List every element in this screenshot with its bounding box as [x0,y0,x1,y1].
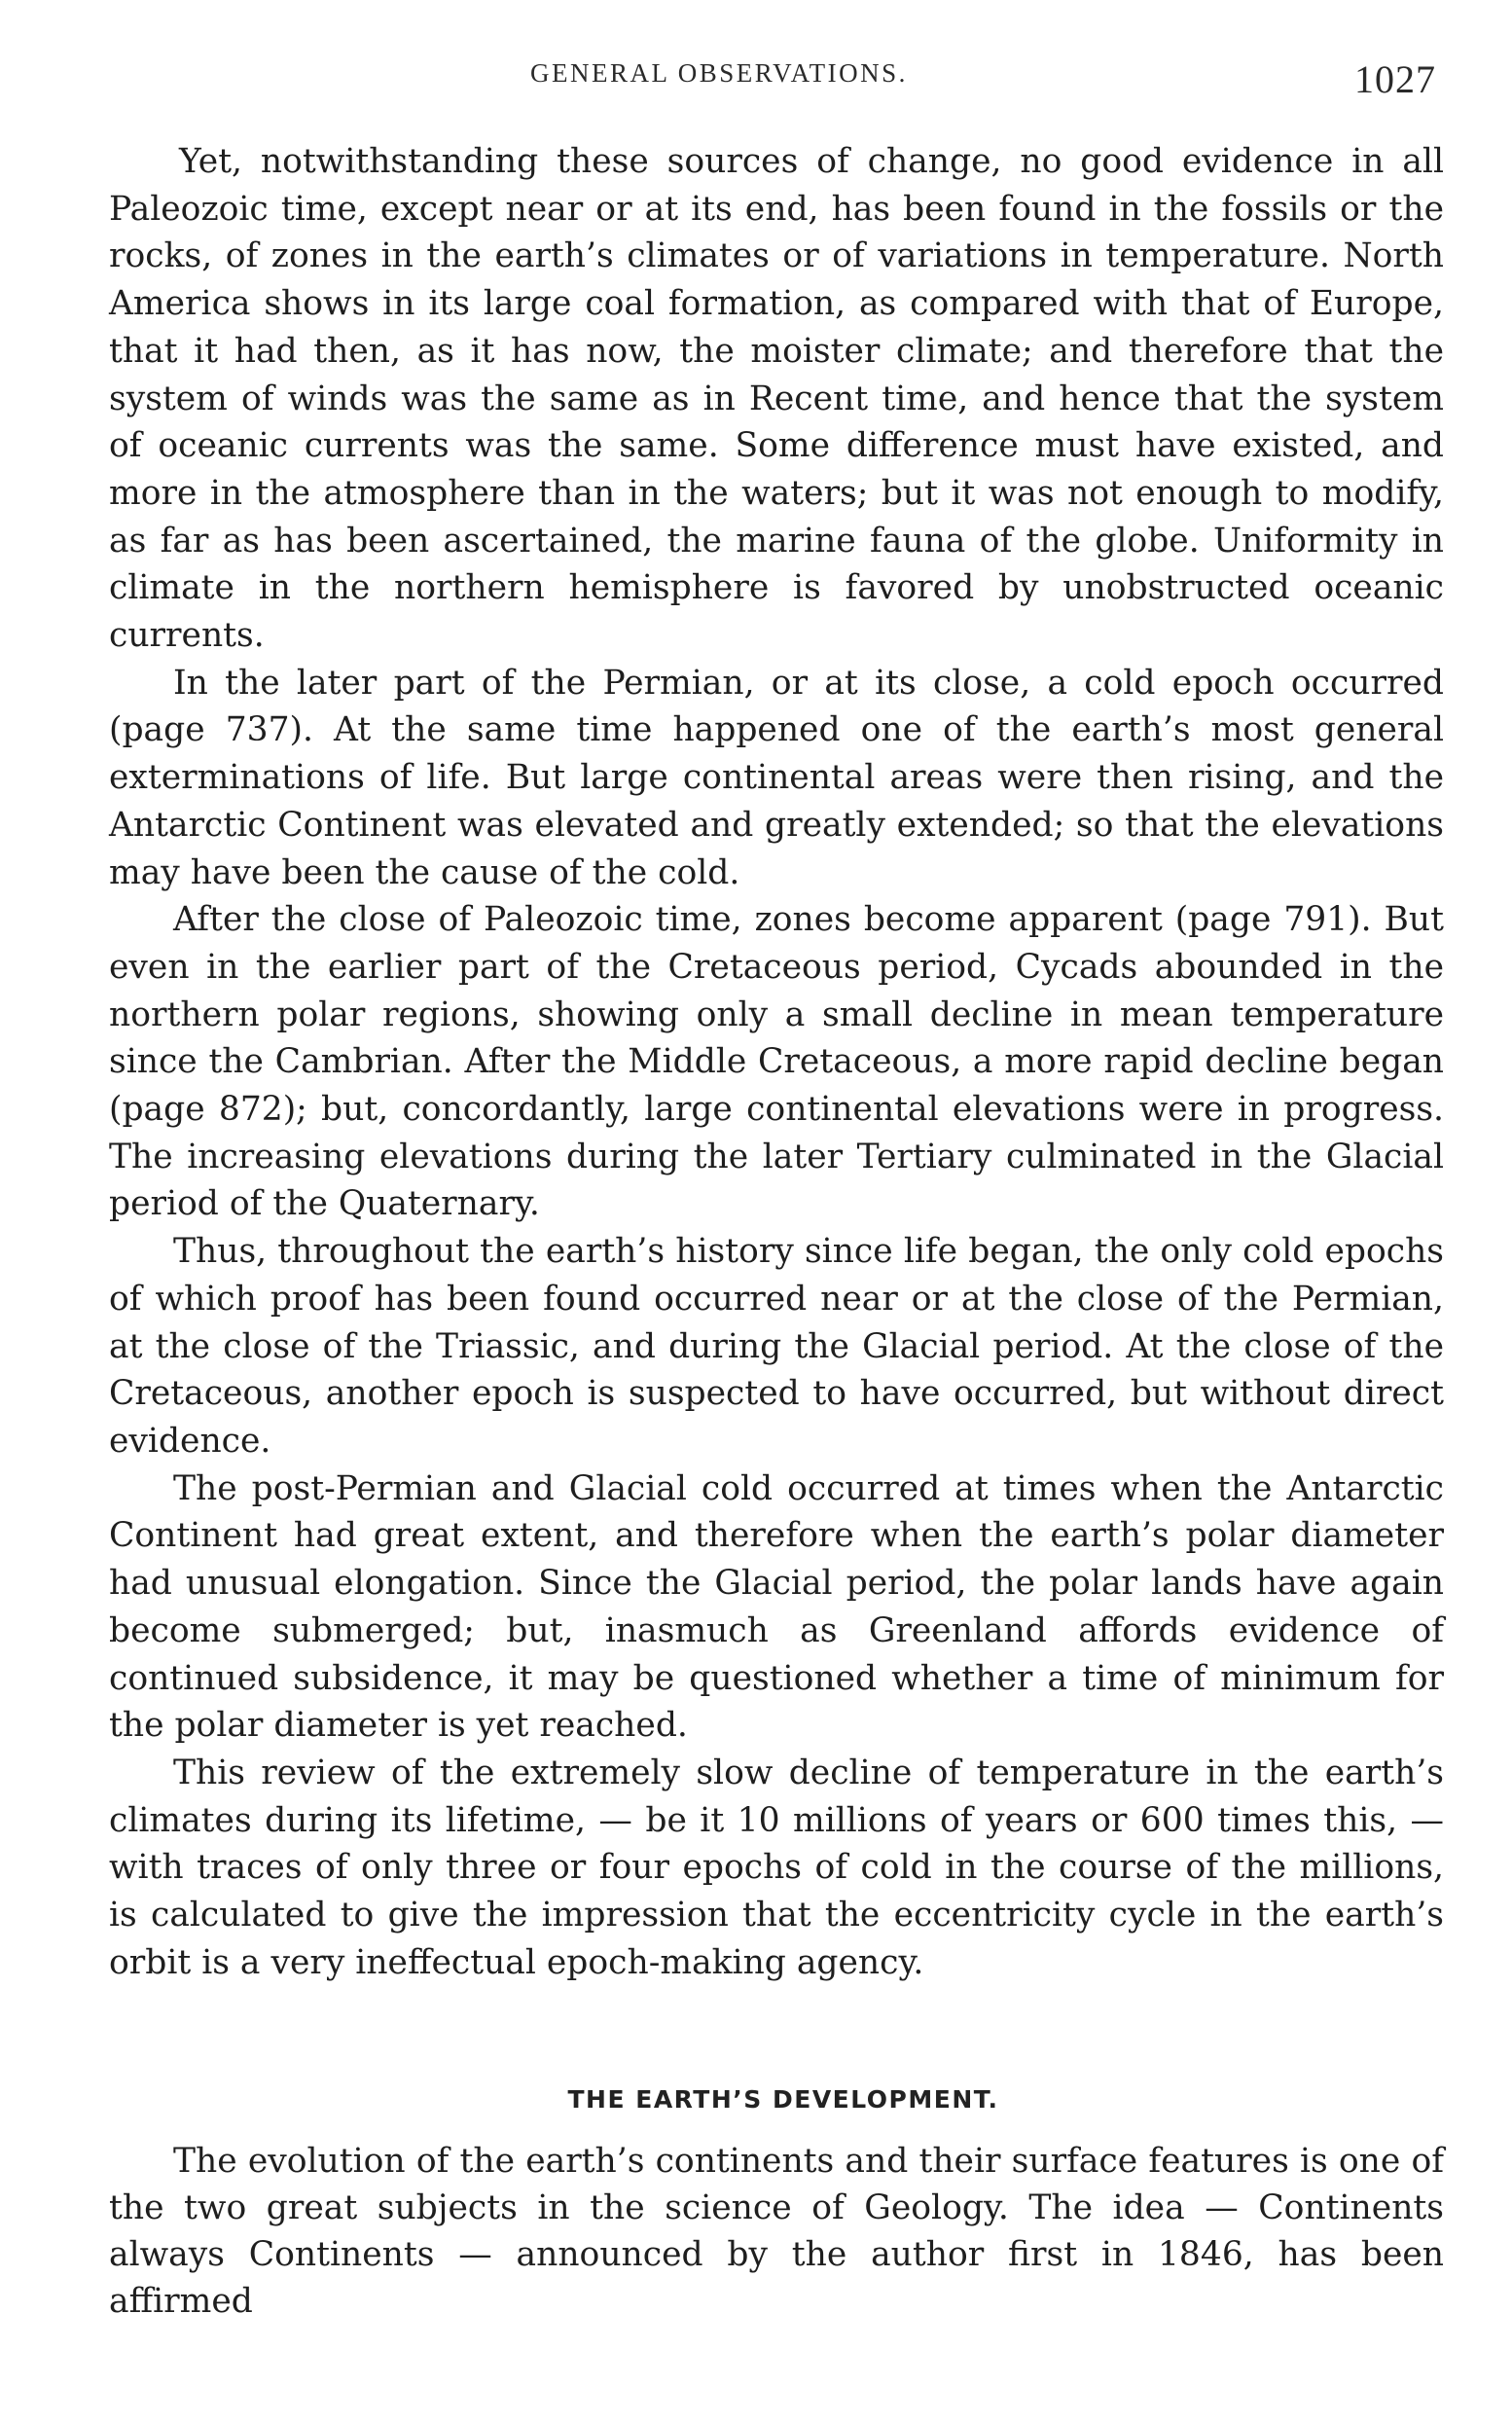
section-body [109,2138,1444,2325]
paragraph-review: This review of the extremely slow decline of temperature in the earth’s climates during its lifetime, — be it 10 millions of years or 600 times this, — with traces of only three or four epochs of cold in the course of the millions, is calculated to give the impression that the eccentricity cycle in the earth’s orbit is a very ineffectual epoch-making agency. [109,1753,1444,1982]
paragraph-cold-epochs: Thus, throughout the earth’s history since life began, the only cold epochs of which proof has been found occurred near or at the close of the Permian, at the close of the Triassic, and during the Glacial period. At the close of the Cretaceous, another epoch is suspected to have occurred, but without direct evidence. [109,1232,1444,1461]
paragraph-climate-uniformity: Yet, notwithstanding these sources of change, no good evidence in all Paleozoic time, except near or at its end, has been found in the fossils or the rocks, of zones in the earth’s climates or of variations in temperature. North America shows in its large coal formation, as compared with that of Europe, that it had then, as it has now, the moister climate; and therefore that the system of winds was the same as in Recent time, and hence that the system of oceanic currents was the same. Some difference must have existed, and more in the atmosphere than in the waters; but it was not enough to modify, as far as has been ascertained, the marine fauna of the globe. Uniformity in climate in the northern hemisphere is favored by unobstructed oceanic currents. [109,142,1444,656]
body-text [109,138,1444,1986]
paragraph-permian-cold: In the later part of the Permian, or at its close, a cold epoch occurred (page 737). At the same time happened one of the earth’s most general exterminations of life. But large continental areas were then rising, and the Antarctic Continent was elevated and greatly extended; so that the elevations may have been the cause of the cold. [109,663,1444,892]
section-heading: THE EARTH’S DEVELOPMENT. [567,2084,999,2114]
paragraph-zones-apparent: After the close of Paleozoic time, zones become apparent (page 791). But even in the earlier part of the Cretaceous period, Cycads abounded in the northern polar regions, showing only a small decline in mean temperature since the Cambrian. After the Middle Cretaceous, a more rapid decline began (page 872); but, concordantly, large continental elevations were in progress. The increasing elevations during the later Tertiary culminated in the Glacial period of the Quaternary. [109,900,1444,1224]
running-title: GENERAL OBSERVATIONS. [530,58,908,88]
paragraph-earth-development: The evolution of the earth’s continents and their surface features is one of the two great subjects in the science of Geology. The idea — Continents always Continents — announced by the author first in 1846, has been affirmed [109,2142,1444,2321]
running-head [0,56,1512,107]
paragraph-antarctic-continent: The post-Permian and Glacial cold occurred at times when the Antarctic Continent had great extent, and therefore when the earth’s polar diameter had unusual elongation. Since the Glacial period, the polar lands have again become submerged; but, inasmuch as Greenland affords evidence of continued subsidence, it may be questioned whether a time of minimum for the polar diameter is yet reached. [109,1468,1444,1746]
page-number: 1027 [1354,57,1436,101]
